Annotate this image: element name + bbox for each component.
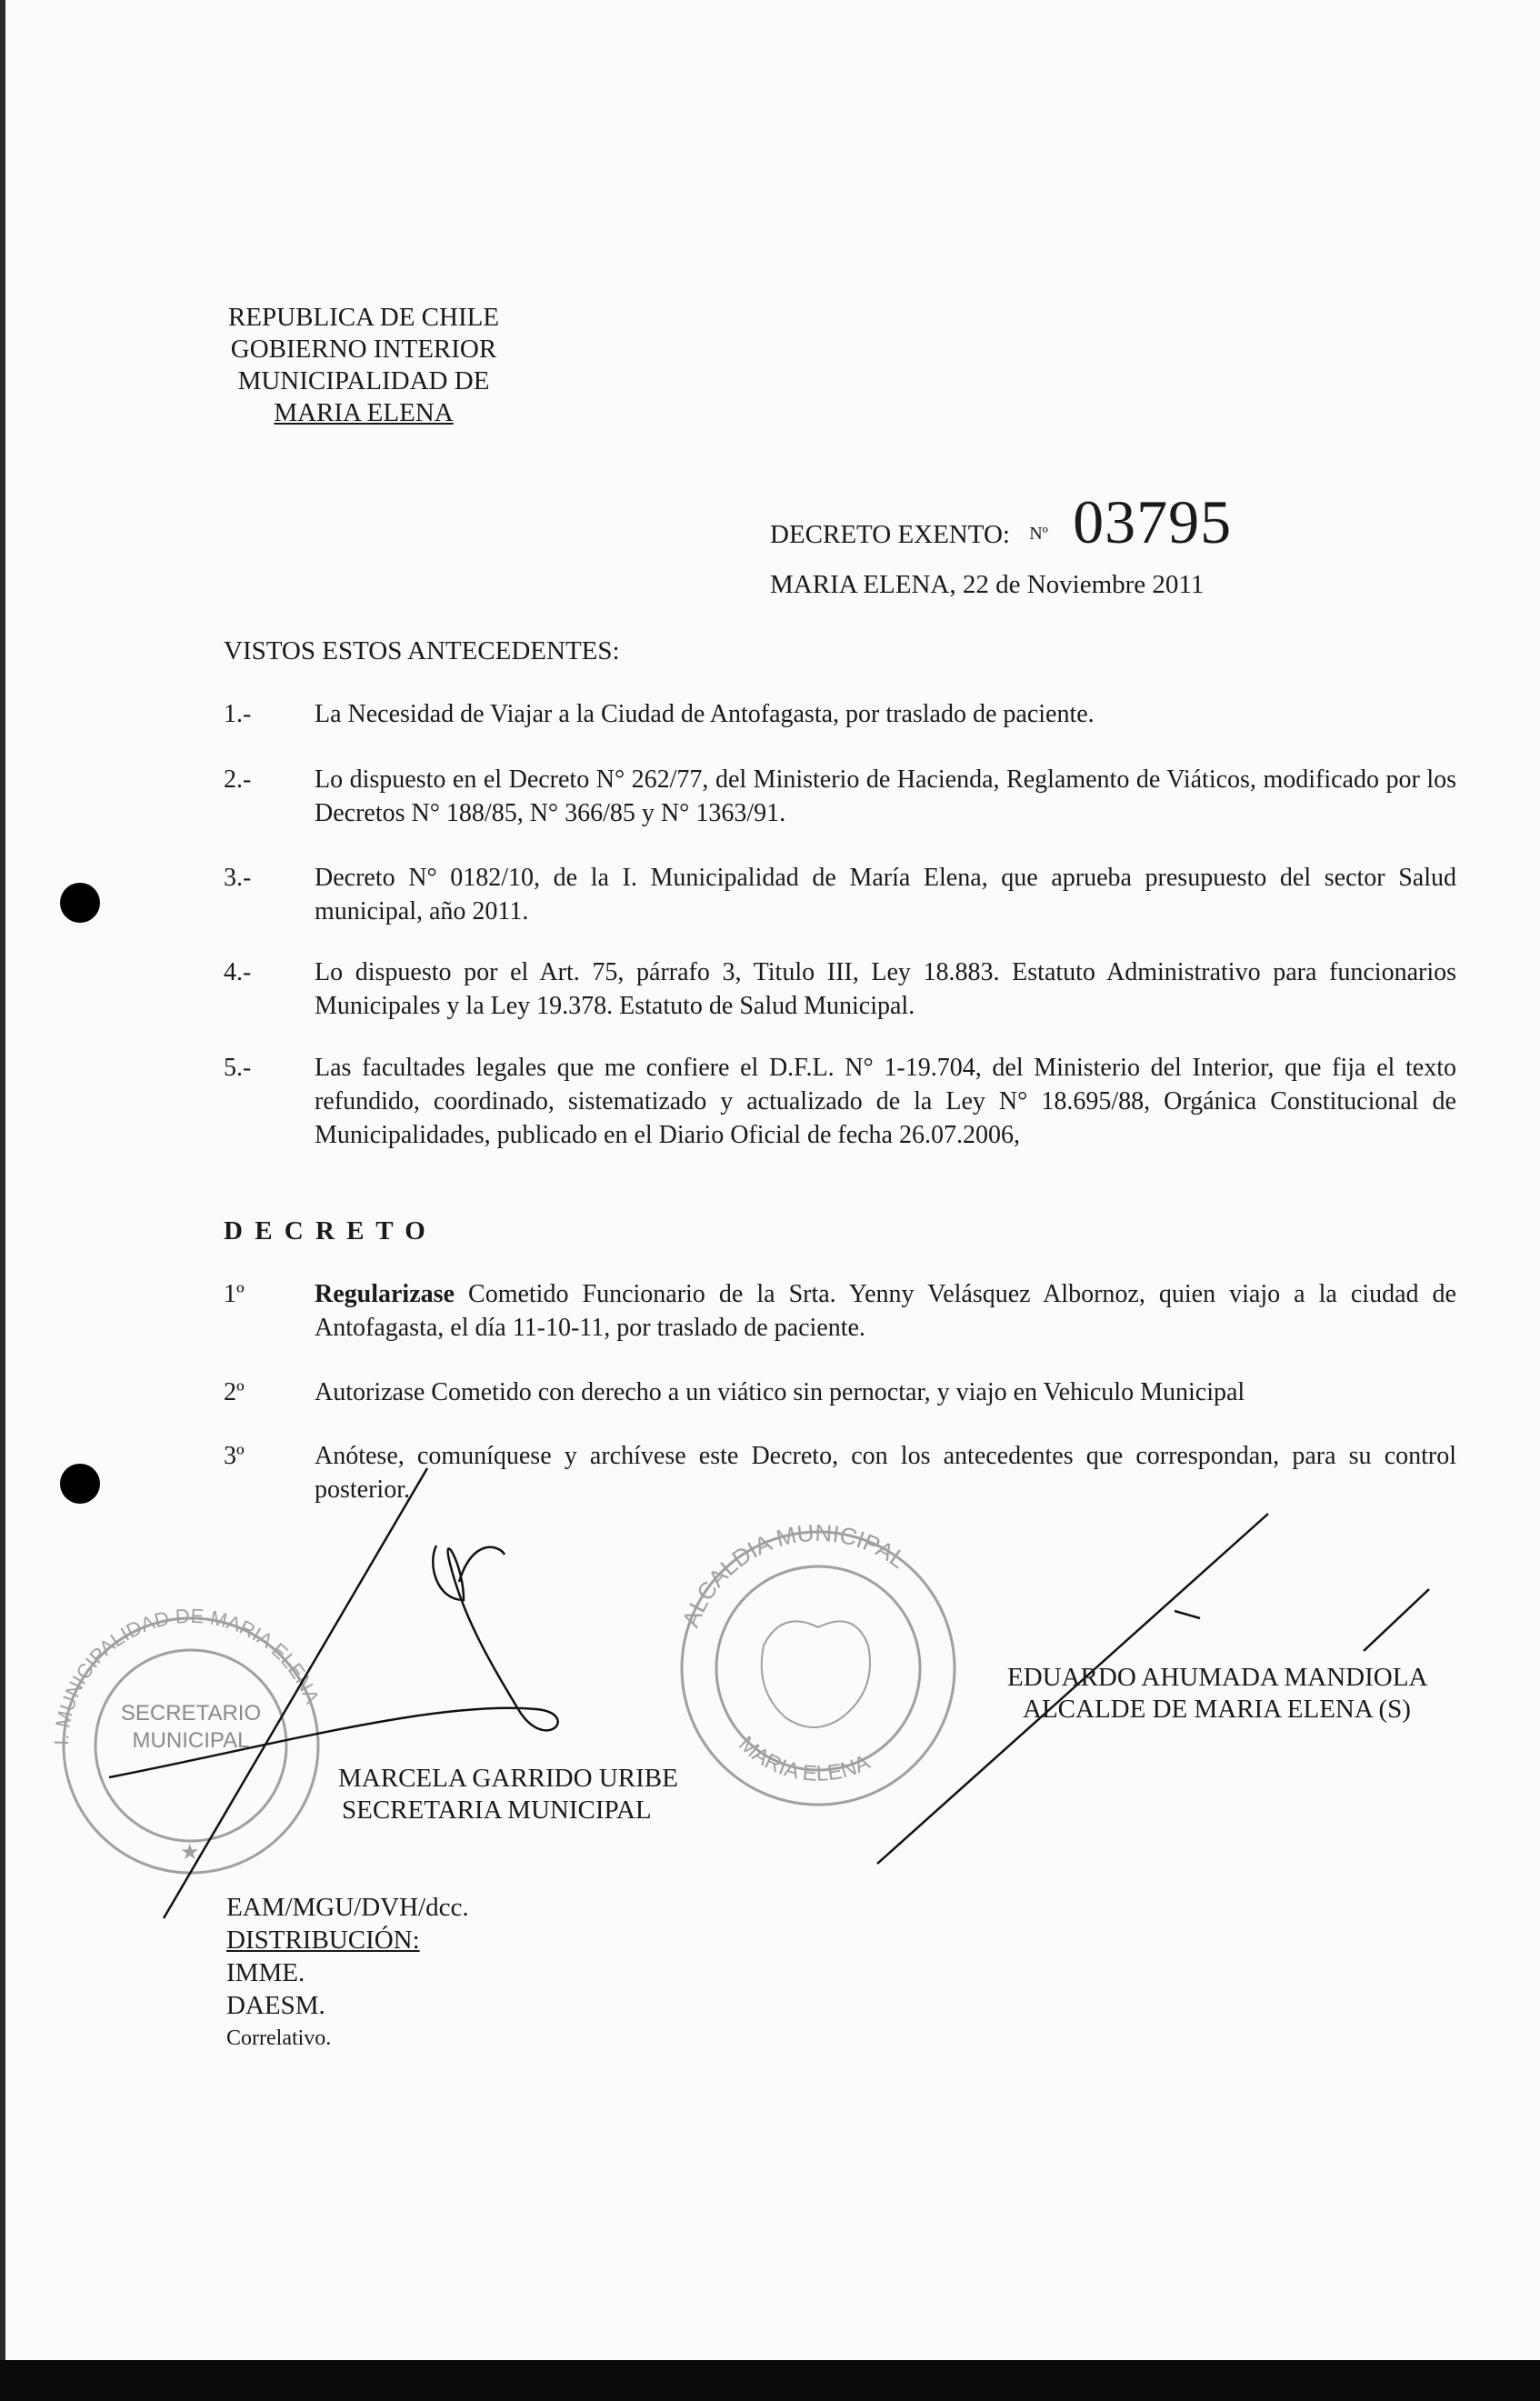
distribution-title: DISTRIBUCIÓN: [226, 1926, 420, 1955]
stamp-text: MARIA ELENA [734, 1731, 875, 1786]
stamp-text: I. MUNICIPALIDAD DE MARIA ELENA [49, 1604, 325, 1746]
item-number: 4.- [224, 958, 252, 986]
number-sign: Nº [1029, 524, 1048, 544]
decreto-item: Anótese, comuníquese y archívese este Decreto, con los antecedentes que correspondan, para su control posterior. [315, 1442, 1456, 1504]
item-number: 2.- [224, 765, 252, 794]
place-date: MARIA ELENA, 22 de Noviembre 2011 [770, 570, 1205, 599]
item-number: 1.- [224, 700, 252, 728]
signature-left [109, 1468, 558, 1918]
decreto-title: D E C R E T O [224, 1216, 428, 1246]
stamp-inner-text: SECRETARIO MUNICIPAL [120, 1701, 262, 1753]
bold-lead: Regularizase [315, 1280, 455, 1308]
decree-number: 03795 [1073, 487, 1233, 556]
correlativo: Correlativo. [226, 2026, 332, 2050]
coat-of-arms-icon [762, 1621, 870, 1727]
right-signer-title: ALCALDE DE MARIA ELENA (S) [1023, 1695, 1411, 1724]
item-number: 2º [224, 1378, 245, 1406]
decreto-item: Autorizase Cometido con derecho a un viático sin pernoctar, y viajo en Vehiculo Municipal [315, 1378, 1245, 1406]
vistos-item: Decreto N° 0182/10, de la I. Municipalidad de María Elena, que aprueba presupuesto del sector Salud municipal, año 2011. [315, 864, 1456, 925]
letterhead-line: GOBIERNO INTERIOR [230, 335, 497, 364]
item-number: 1º [224, 1280, 245, 1308]
item-number: 5.- [224, 1054, 252, 1082]
letterhead-line: MUNICIPALIDAD DE [237, 366, 490, 395]
right-stamp [676, 1519, 955, 1805]
right-signer-name: EDUARDO AHUMADA MANDIOLA [1007, 1663, 1428, 1692]
vistos-item: La Necesidad de Viajar a la Ciudad de Antofagasta, por traslado de paciente. [315, 700, 1095, 728]
vistos-item: Lo dispuesto en el Decreto N° 262/77, del Ministerio de Hacienda, Reglamento de Viáticos, modificado por los Decretos N° 188/85, N° 366/85 y N° 1363/91. [315, 765, 1456, 827]
vistos-title: VISTOS ESTOS ANTECEDENTES: [224, 636, 620, 665]
item-number: 3º [224, 1442, 245, 1470]
item-text: Cometido Funcionario de la Srta. Yenny Velásquez Albornoz, quien viajo a la ciudad de Antofagasta, el día 11-10-11, por traslado de paciente. [315, 1280, 1456, 1342]
distribution-item: DAESM. [226, 1991, 325, 2020]
vistos-item: Las facultades legales que me confiere el D.F.L. N° 1-19.704, del Ministerio del Interior, que fija el texto refundido, coordinado, sistematizado y actualizado de la Ley N° 18.695/88, Orgánica Constitucional de Municipalidades, publicado en el Diario Oficial de fecha 26.07.2006, [315, 1054, 1456, 1149]
letterhead-line: MARIA ELENA [274, 398, 454, 427]
svg-text:ALCALDIA MUNICIPAL [676, 1519, 911, 1631]
stamp-text: ALCALDIA MUNICIPAL [676, 1518, 912, 1631]
distribution-item: IMME. [226, 1958, 305, 1987]
item-number: 3.- [224, 864, 252, 892]
decree-label: DECRETO EXENTO: [770, 520, 1010, 549]
left-signer-name: MARCELA GARRIDO URIBE [338, 1764, 678, 1793]
svg-text:MARIA ELENA [734, 1732, 874, 1786]
initials: EAM/MGU/DVH/dcc. [226, 1893, 469, 1922]
star-icon: ★ [180, 1841, 200, 1865]
letterhead-line: REPUBLICA DE CHILE [227, 303, 500, 332]
left-signer-title: SECRETARIA MUNICIPAL [342, 1796, 652, 1825]
vistos-item: Lo dispuesto por el Art. 75, párrafo 3, Titulo III, Ley 18.883. Estatuto Administrativo para funcionarios Municipales y la Ley 19.378. Estatuto de Salud Municipal. [315, 958, 1456, 1020]
